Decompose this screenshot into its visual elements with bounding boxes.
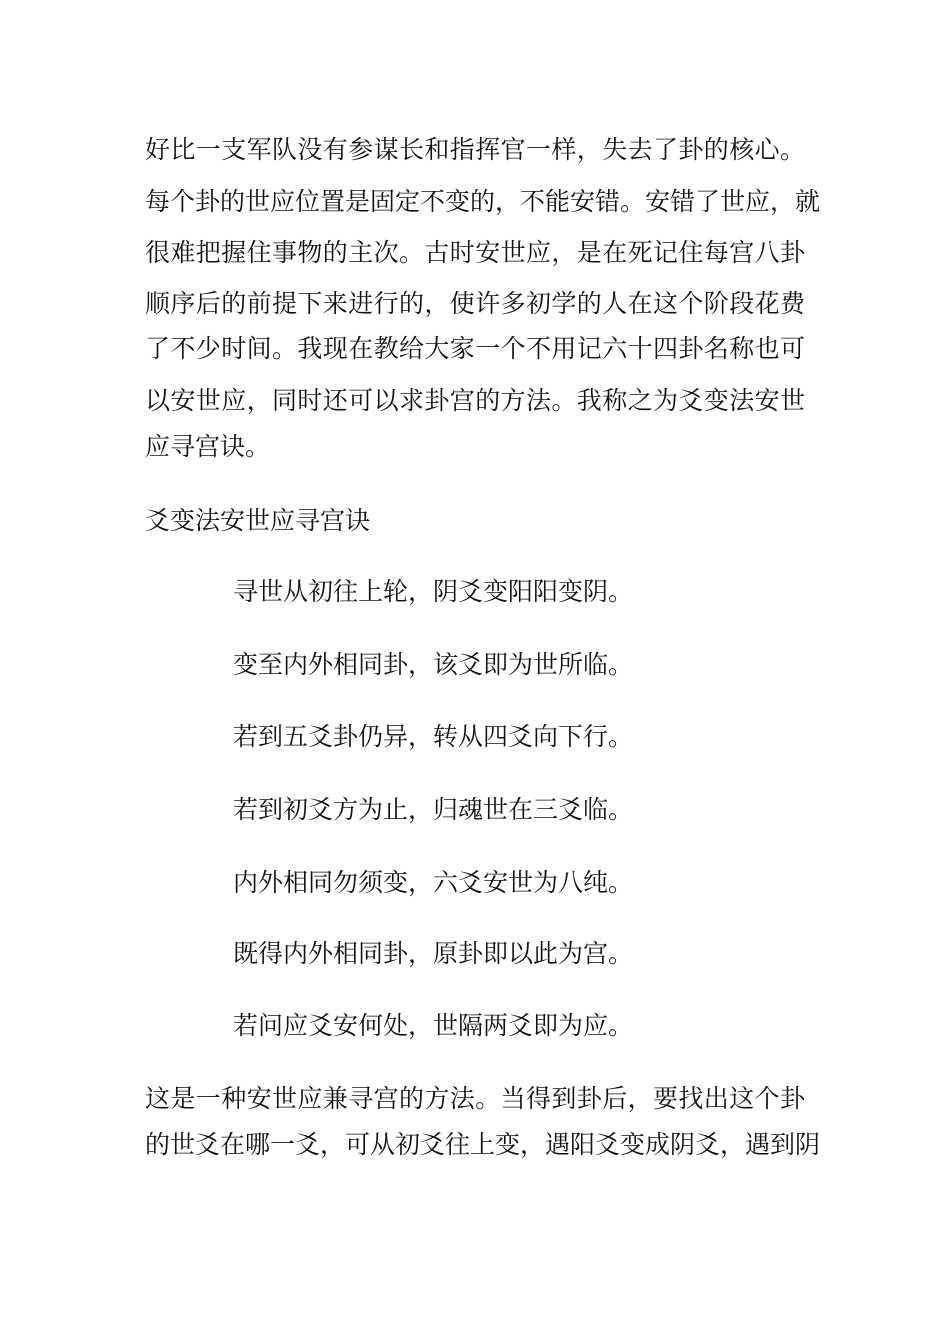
paragraph-1-line-5: 了不少时间。我现在教给大家一个不用记六十四卦名称也可 bbox=[145, 334, 805, 363]
paragraph-1-line-2: 每个卦的世应位置是固定不变的，不能安错。安错了世应，就 bbox=[145, 187, 821, 216]
paragraph-2-line-2: 的世爻在哪一爻，可从初爻往上变，遇阳爻变成阴爻，遇到阴 bbox=[145, 1130, 821, 1159]
paragraph-1-line-7: 应寻宫诀。 bbox=[145, 432, 271, 461]
paragraph-2-line-1: 这是一种安世应兼寻宫的方法。当得到卦后，要找出这个卦 bbox=[145, 1084, 805, 1113]
paragraph-1-line-6: 以安世应，同时还可以求卦宫的方法。我称之为爻变法安世 bbox=[145, 386, 805, 415]
verse-line-6: 既得内外相同卦，原卦即以此为宫。 bbox=[233, 939, 634, 968]
paragraph-1-line-3: 很难把握住事物的主次。古时安世应，是在死记住每宫八卦 bbox=[145, 238, 805, 267]
paragraph-1-line-1: 好比一支军队没有参谋长和指挥官一样，失去了卦的核心。 bbox=[145, 135, 805, 164]
paragraph-1-line-4: 顺序后的前提下来进行的，使许多初学的人在这个阶段花费 bbox=[145, 289, 805, 318]
verse-line-5: 内外相同勿须变，六爻安世为八纯。 bbox=[233, 868, 634, 897]
verse-line-7: 若问应爻安何处，世隔两爻即为应。 bbox=[233, 1011, 634, 1040]
section-heading: 爻变法安世应寻宫诀 bbox=[145, 506, 371, 535]
verse-line-2: 变至内外相同卦，该爻即为世所临。 bbox=[233, 650, 634, 679]
verse-line-4: 若到初爻方为止，归魂世在三爻临。 bbox=[233, 795, 634, 824]
verse-line-3: 若到五爻卦仍异，转从四爻向下行。 bbox=[233, 722, 634, 751]
verse-line-1: 寻世从初往上轮，阴爻变阳阳变阴。 bbox=[233, 577, 634, 606]
